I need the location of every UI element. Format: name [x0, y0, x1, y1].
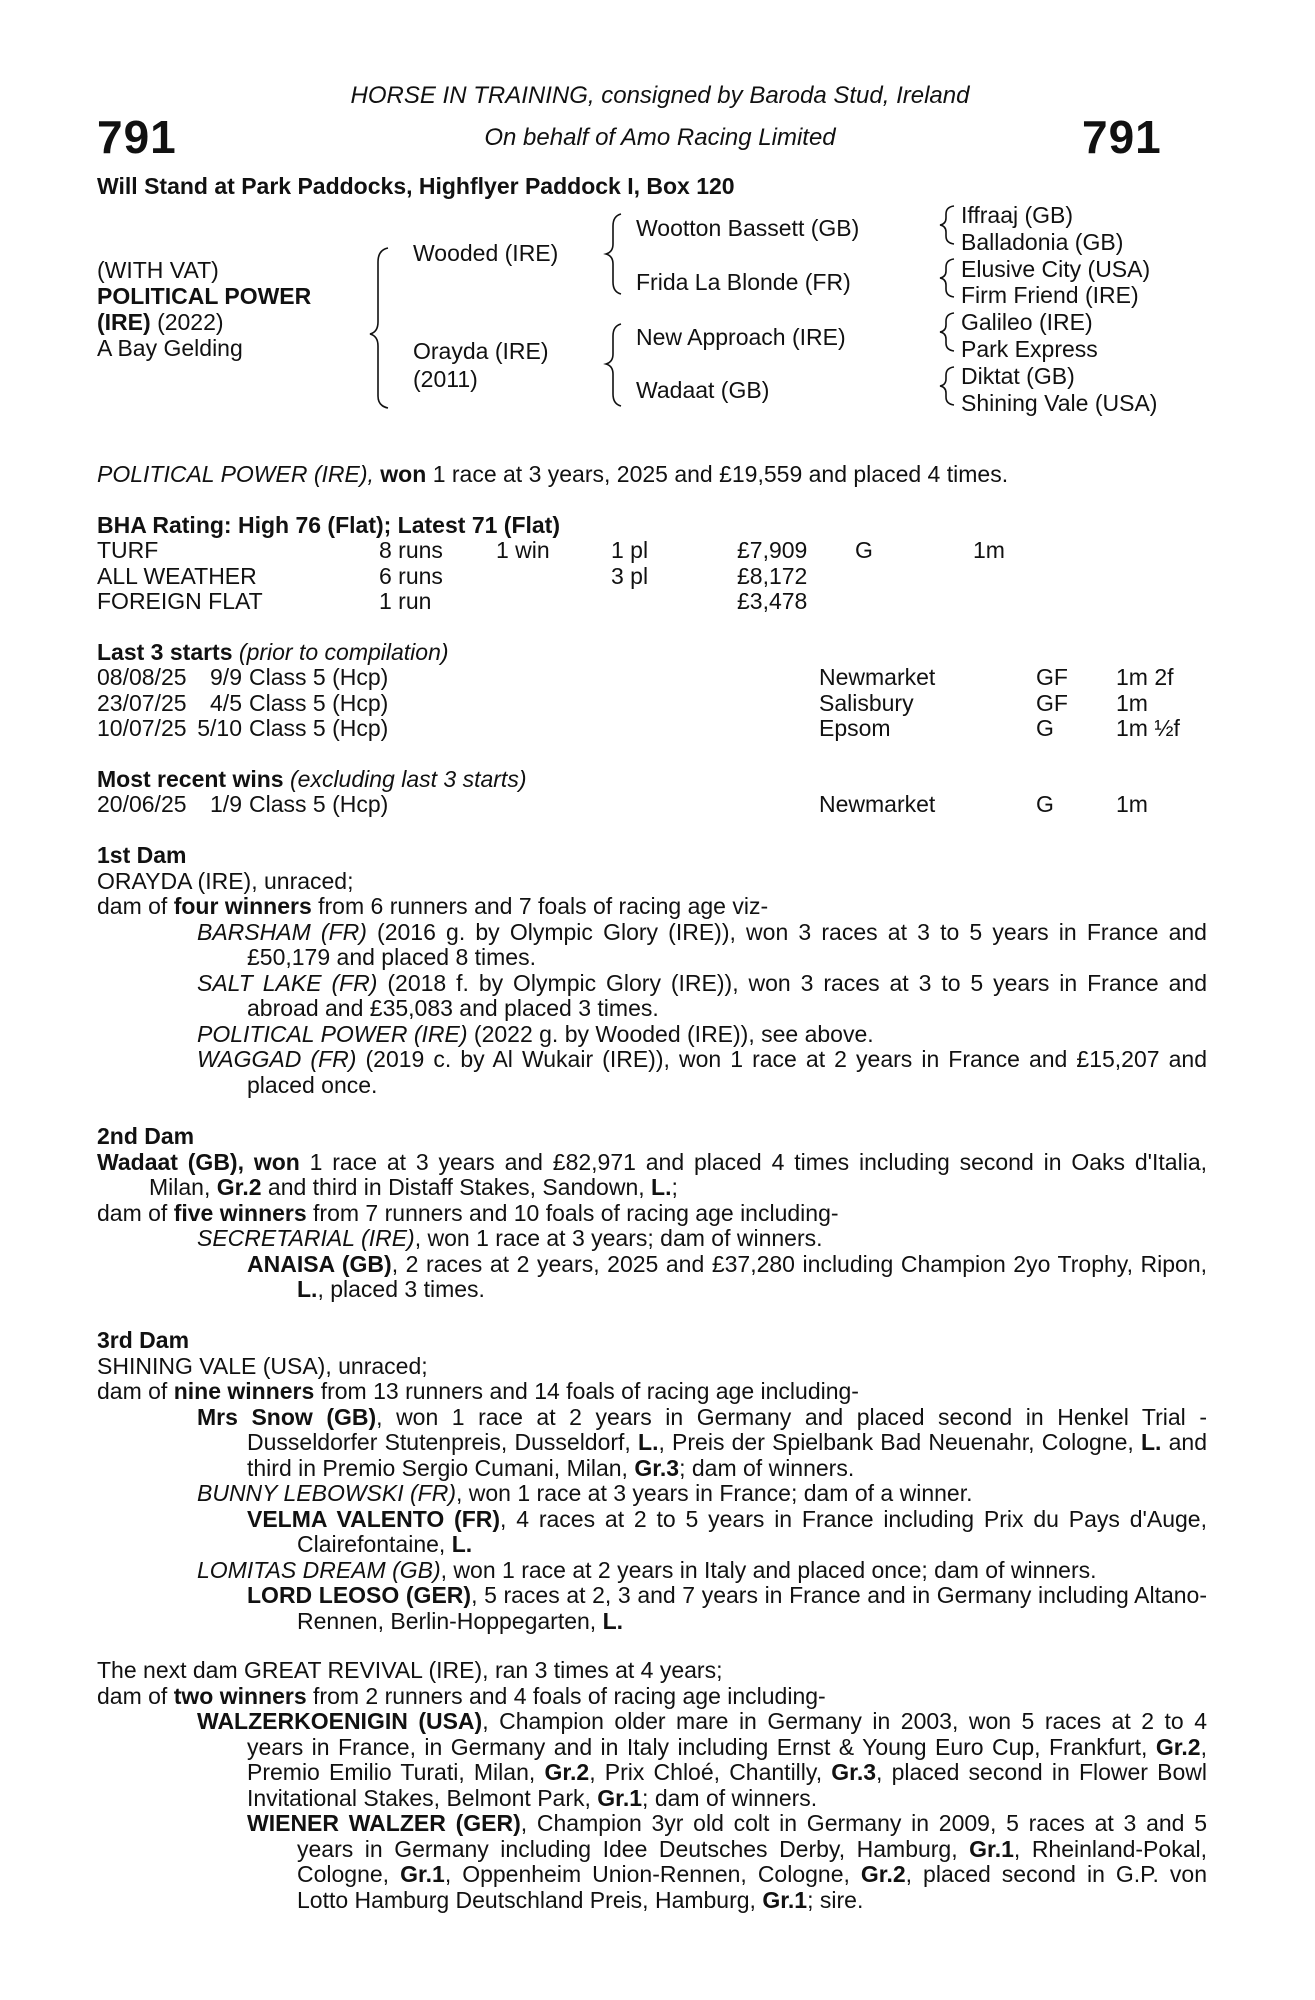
- rating-prize: £8,172: [737, 562, 808, 589]
- start-going: GF: [1036, 689, 1068, 716]
- rating-placed: 3 pl: [611, 562, 649, 589]
- rating-title: BHA Rating: High 76 (Flat); Latest 71 (Flat): [97, 512, 560, 538]
- behalf-line: On behalf of Amo Racing Limited: [484, 124, 836, 151]
- dam-sire: New Approach (IRE): [636, 324, 846, 350]
- dam-line: Wadaat (GB), won 1 race at 3 years and £82,971 and placed 4 times including second in Oaks d'Italia, Milan, Gr.2 and third in Distaff Stakes, Sandown, L.;: [97, 1148, 1207, 1200]
- section-heading: 3rd Dam: [97, 1327, 190, 1353]
- start-dist: 1m ½f: [1116, 715, 1180, 741]
- win-race: Class 5 (Hcp): [249, 791, 389, 817]
- section-heading: 1st Dam: [97, 842, 187, 868]
- location-line: Will Stand at Park Paddocks, Highflyer Paddock I, Box 120: [97, 173, 735, 199]
- dam-produce-line: dam of four winners from 6 runners and 7 foals of racing age viz-: [97, 893, 769, 919]
- win-dist: 1m: [1116, 791, 1148, 817]
- horse-description: A Bay Gelding: [97, 335, 243, 361]
- ancestor-5: Galileo (IRE): [961, 309, 1093, 336]
- summary-name: POLITICAL POWER (IRE),: [97, 461, 374, 487]
- offspring-entry: BARSHAM (FR) (2016 g. by Olympic Glory (IRE)), won 3 races at 3 to 5 years in France and £50,179 and placed 8 times.: [197, 918, 1207, 970]
- dam-dam: Wadaat (GB): [636, 377, 770, 403]
- start-course: Salisbury: [819, 689, 914, 716]
- dam: [413, 337, 548, 393]
- dam-produce-line: dam of two winners from 2 runners and 4 foals of racing age including-: [97, 1682, 826, 1709]
- first-dam-section: [97, 843, 1207, 1098]
- ancestor-7: Diktat (GB): [961, 362, 1075, 389]
- start-race: Class 5 (Hcp): [249, 715, 389, 741]
- third-dam-section: [97, 1328, 1207, 1634]
- last-starts-note: (prior to compilation): [238, 639, 449, 665]
- win-going: G: [1036, 791, 1054, 817]
- horse-name: POLITICAL POWER: [97, 283, 312, 309]
- offspring-entry: Mrs Snow (GB), won 1 race at 2 years in Germany and placed second in Henkel Trial - Dusseldorfer Stutenpreis, Dusseldorf, L., Preis der Spielbank Bad Neuenahr, Cologne, L. and third in Premio Sergio Cumani, Milan, Gr.3; dam of winners.: [197, 1403, 1208, 1481]
- rating-runs: 1 run: [379, 588, 432, 614]
- offspring-entry: WAGGAD (FR) (2019 c. by Al Wukair (IRE)), won 1 race at 2 years in France and £15,207 and placed once.: [197, 1046, 1207, 1098]
- vat-label: (WITH VAT): [97, 257, 219, 283]
- consignor-line: HORSE IN TRAINING, consigned by Baroda Stud, Ireland: [350, 82, 970, 109]
- rating-placed: 1 pl: [611, 537, 649, 563]
- offspring-entry: ANAISA (GB), 2 races at 2 years, 2025 and £37,280 including Champion 2yo Trophy, Ripon, L., placed 3 times.: [247, 1250, 1208, 1302]
- win-position: 1/9: [210, 791, 242, 817]
- start-position: 4/5: [210, 689, 242, 716]
- ancestor-4: Firm Friend (IRE): [961, 282, 1139, 309]
- sire-sire: Wootton Bassett (GB): [636, 215, 860, 241]
- win-course: Newmarket: [819, 791, 936, 817]
- next-dam-section: [97, 1658, 1207, 1913]
- start-dist: 1m: [1116, 689, 1148, 716]
- recent-wins-heading: Most recent wins: [97, 766, 284, 792]
- rating-prize: £7,909: [737, 537, 808, 563]
- dam-name: Orayda (IRE): [413, 338, 549, 364]
- start-going: GF: [1036, 664, 1068, 690]
- offspring-entry: WIENER WALZER (GER), Champion 3yr old colt in Germany in 2009, 5 races at 3 and 5 years in Germany including Idee Deutsches Derby, Hamburg, Gr.1, Rheinland-Pokal, Cologne, Gr.1, Oppenheim Union-Rennen, Cologne, Gr.2, placed second in G.P. von Lotto Hamburg Deutschland Preis, Hamburg, Gr.1; sire.: [247, 1810, 1207, 1913]
- rating-runs: 6 runs: [379, 562, 443, 589]
- rating-going: G: [855, 537, 873, 563]
- start-date: 10/07/25: [97, 715, 187, 741]
- ancestor-8: Shining Vale (USA): [961, 389, 1158, 416]
- lot-number-right: 791: [1082, 111, 1162, 163]
- start-dist: 1m 2f: [1116, 664, 1174, 690]
- recent-wins-note: (excluding last 3 starts): [290, 766, 527, 792]
- offspring-entry: LOMITAS DREAM (GB), won 1 race at 2 years in Italy and placed once; dam of winners.: [197, 1556, 1097, 1583]
- offspring-entry: SECRETARIAL (IRE), won 1 race at 3 years; dam of winners.: [197, 1225, 823, 1251]
- summary-rest: 1 race at 3 years, 2025 and £19,559 and placed 4 times.: [432, 461, 1009, 487]
- ancestor-6: Park Express: [961, 335, 1098, 362]
- start-going: G: [1036, 715, 1054, 741]
- start-course: Newmarket: [819, 664, 936, 690]
- start-race: Class 5 (Hcp): [249, 664, 389, 690]
- dam-produce-line: dam of five winners from 7 runners and 10 foals of racing age including-: [97, 1199, 839, 1226]
- rating-surface: TURF: [97, 537, 159, 563]
- race-summary: [97, 462, 1008, 488]
- horse-year: (2022): [157, 309, 224, 335]
- rating-runs: 8 runs: [379, 537, 443, 563]
- rating-surface: ALL WEATHER: [97, 562, 257, 589]
- rating-wins: 1 win: [496, 537, 550, 563]
- offspring-entry: SALT LAKE (FR) (2018 f. by Olympic Glory (IRE)), won 3 races at 3 to 5 years in France and abroad and £35,083 and placed 3 times.: [197, 969, 1207, 1021]
- rating-dist: 1m: [973, 537, 1005, 563]
- second-dam-section: [97, 1124, 1207, 1303]
- dam-line: ORAYDA (IRE), unraced;: [97, 867, 354, 894]
- summary-won: won: [380, 461, 427, 487]
- offspring-entry: BUNNY LEBOWSKI (FR), won 1 race at 3 years in France; dam of a winner.: [197, 1480, 973, 1506]
- sire: Wooded (IRE): [413, 240, 559, 266]
- sire-dam: Frida La Blonde (FR): [636, 269, 851, 295]
- offspring-entry: POLITICAL POWER (IRE) (2022 g. by Wooded (IRE)), see above.: [197, 1020, 874, 1047]
- dam-year: (2011): [413, 366, 478, 392]
- start-position: 5/10: [197, 715, 242, 741]
- start-date: 08/08/25: [97, 664, 187, 690]
- start-date: 23/07/25: [97, 689, 187, 716]
- last-starts-table: [97, 665, 1197, 745]
- recent-wins-title: [97, 767, 526, 793]
- last-starts-heading: Last 3 starts: [97, 639, 233, 665]
- ancestor-1: Iffraaj (GB): [961, 202, 1074, 228]
- start-race: Class 5 (Hcp): [249, 689, 389, 716]
- last-starts-title: [97, 640, 449, 666]
- offspring-entry: WALZERKOENIGIN (USA), Champion older mare in Germany in 2003, won 5 races at 2 to 4 years in France, in Germany and in Italy including Ernst & Young Euro Cup, Frankfurt, Gr.2, Premio Emilio Turati, Milan, Gr.2, Prix Chloé, Chantilly, Gr.3, placed second in Flower Bowl Invitational Stakes, Belmont Park, Gr.1; dam of winners.: [197, 1708, 1207, 1811]
- offspring-entry: LORD LEOSO (GER), 5 races at 2, 3 and 7 years in France and in Germany including Altano-Rennen, Berlin-Hoppegarten, L.: [247, 1582, 1207, 1634]
- grand-ancestors: [961, 202, 1157, 416]
- horse-country: (IRE): [97, 309, 151, 335]
- rating-surface: FOREIGN FLAT: [97, 588, 263, 614]
- rating-prize: £3,478: [737, 588, 808, 614]
- lot-number-left: 791: [97, 111, 177, 163]
- section-heading: 2nd Dam: [97, 1123, 195, 1149]
- dam-produce-line: dam of nine winners from 13 runners and 14 foals of racing age including-: [97, 1378, 859, 1404]
- offspring-entry: VELMA VALENTO (FR), 4 races at 2 to 5 years in France including Prix du Pays d'Auge, Clairefontaine, L.: [247, 1505, 1207, 1557]
- ancestor-2: Balladonia (GB): [961, 228, 1124, 255]
- rating-table: [97, 538, 1197, 618]
- ancestor-3: Elusive City (USA): [961, 255, 1151, 282]
- dam-line: The next dam GREAT REVIVAL (IRE), ran 3 times at 4 years;: [97, 1657, 723, 1683]
- win-date: 20/06/25: [97, 791, 187, 817]
- recent-wins-table: [97, 792, 1197, 820]
- start-course: Epsom: [819, 715, 891, 741]
- start-position: 9/9: [210, 664, 242, 690]
- dam-line: SHINING VALE (USA), unraced;: [97, 1352, 428, 1379]
